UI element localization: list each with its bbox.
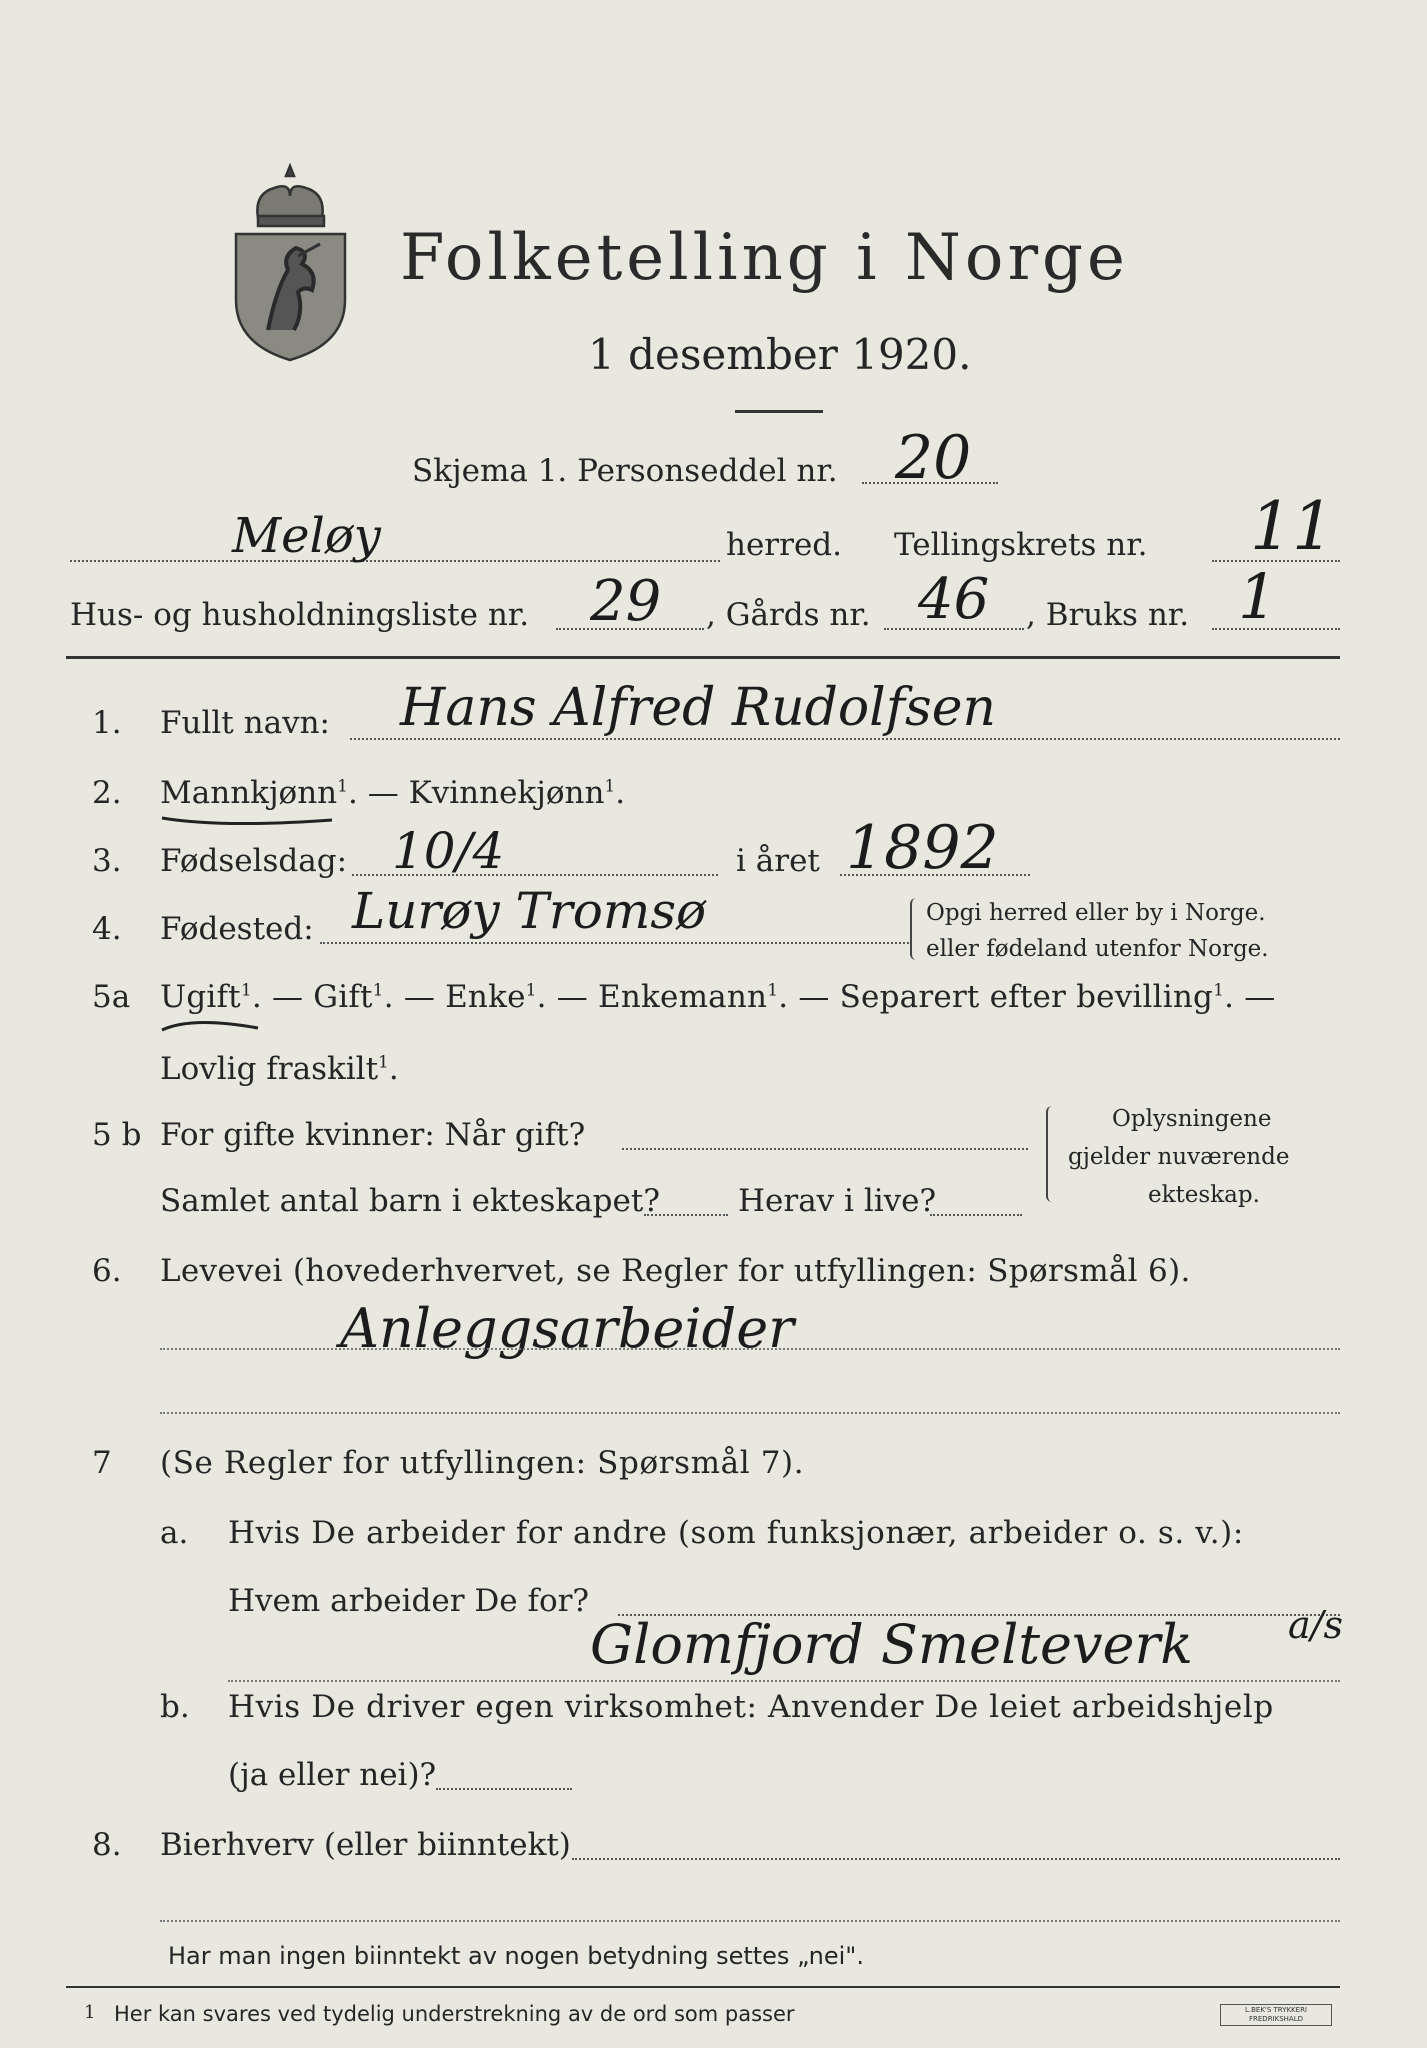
q1-line: [350, 738, 1340, 740]
q7a-who-label: Hvem arbeider De for?: [228, 1583, 590, 1619]
q6-line-2: [160, 1412, 1340, 1414]
q1-number: 1.: [92, 705, 122, 741]
q5b-note-1: Oplysningene: [1112, 1106, 1272, 1132]
q7b-number: b.: [160, 1689, 190, 1725]
gift-option[interactable]: Gift$^1$: [313, 979, 384, 1015]
husliste-value: 29: [590, 569, 662, 634]
form-title: Folketelling i Norge: [400, 221, 1129, 295]
q4-number: 4.: [92, 911, 122, 947]
tellingskrets-value: 11: [1250, 488, 1334, 565]
herred-value: Meløy: [232, 508, 381, 564]
enkemann-option[interactable]: Enkemann$^1$: [598, 979, 779, 1015]
q8-line-2: [160, 1920, 1340, 1922]
birthday-value: 10/4: [392, 822, 505, 880]
q4-brace: [910, 898, 922, 960]
mannkjonn-underline: [158, 808, 338, 830]
form-date: 1 desember 1920.: [588, 330, 972, 379]
ugift-option[interactable]: Ugift$^1$: [160, 979, 252, 1015]
q4-line: [320, 942, 912, 944]
q7-number: 7: [92, 1445, 112, 1481]
q5b-line: [622, 1148, 1028, 1150]
q3-label: Fødselsdag:: [160, 843, 348, 879]
fraskilt-option[interactable]: Lovlig fraskilt$^1$.: [160, 1051, 399, 1087]
live-label: Herav i live?: [738, 1183, 937, 1219]
barn-line: [644, 1214, 728, 1216]
coat-of-arms-icon: [228, 160, 353, 368]
q5a-number: 5a: [92, 979, 131, 1015]
title-divider: [735, 410, 823, 413]
birthplace-value: Lurøy Tromsø: [352, 882, 707, 940]
schema-label: Skjema 1. Personseddel nr.: [412, 453, 838, 489]
tellingskrets-label: Tellingskrets nr.: [894, 527, 1148, 563]
year-label: i året: [736, 843, 820, 879]
q5b-note-3: ekteskap.: [1148, 1182, 1260, 1208]
kvinnekjonn-option[interactable]: Kvinnekjønn$^1$: [408, 775, 616, 811]
q7a-number: a.: [160, 1515, 189, 1551]
q8-label: Bierhverv (eller biinntekt): [160, 1827, 571, 1863]
q3-number: 3.: [92, 843, 122, 879]
mannkjonn-option[interactable]: Mannkjønn$^1$: [160, 775, 348, 811]
husliste-label: Hus- og husholdningsliste nr.: [70, 597, 530, 633]
q4-note-2: eller fødeland utenfor Norge.: [926, 936, 1269, 962]
gards-value: 46: [918, 567, 990, 632]
barn-label: Samlet antal barn i ekteskapet?: [160, 1183, 660, 1219]
q5a-options: Ugift$^1$. — Gift$^1$. — Enke$^1$. — Enkemann$^1$. — Separert efter bevilling$^1$. —: [160, 979, 1276, 1015]
q6-number: 6.: [92, 1253, 122, 1289]
q5b-brace: [1046, 1106, 1058, 1202]
q7-label: (Se Regler for utfyllingen: Spørsmål 7).: [160, 1445, 805, 1481]
q8-line-1: [572, 1858, 1340, 1860]
personseddel-nr-value: 20: [895, 423, 972, 493]
employer-suffix: a/s: [1288, 1603, 1343, 1647]
separert-option[interactable]: Separert efter bevilling$^1$: [839, 979, 1225, 1015]
q5b-label: For gifte kvinner: Når gift?: [160, 1117, 586, 1153]
q7b-label-2: (ja eller nei)?: [228, 1757, 437, 1793]
q8-number: 8.: [92, 1827, 122, 1863]
gards-label: , Gårds nr.: [706, 597, 871, 633]
q4-note-1: Opgi herred eller by i Norge.: [926, 900, 1266, 926]
q7b-label: Hvis De driver egen virksomhet: Anvender De leiet arbeidshjelp: [228, 1689, 1274, 1725]
q2-options: Mannkjønn$^1$. — Kvinnekjønn$^1$.: [160, 775, 626, 811]
q1-label: Fullt navn:: [160, 705, 330, 741]
q6-label: Levevei (hovederhvervet, se Regler for utfyllingen: Spørsmål 6).: [160, 1253, 1191, 1289]
full-name-value: Hans Alfred Rudolfsen: [400, 678, 996, 738]
q7a-label: Hvis De arbeider for andre (som funksjonær, arbeider o. s. v.):: [228, 1515, 1244, 1551]
stamp-line-2: FREDRIKSHALD: [1248, 2015, 1303, 2023]
q5b-note-2: gjelder nuværende: [1068, 1144, 1290, 1170]
q4-label: Fødested:: [160, 911, 314, 947]
q7a-line-2: [228, 1680, 1340, 1682]
footer-divider: [66, 1986, 1340, 1988]
herred-label: herred.: [726, 527, 842, 563]
footnote-number: 1: [84, 2002, 96, 2023]
biinntekt-note: Har man ingen biinntekt av nogen betydning settes „nei".: [168, 1942, 864, 1970]
q5b-number: 5 b: [92, 1117, 142, 1153]
herred-line: [70, 560, 720, 562]
q6-line-1: [160, 1348, 1340, 1350]
birth-year-value: 1892: [846, 813, 999, 883]
header-divider: [66, 656, 1340, 659]
bruks-value: 1: [1238, 560, 1278, 633]
footnote-text: Her kan svares ved tydelig understrekning av de ord som passer: [114, 2002, 795, 2026]
q2-number: 2.: [92, 775, 122, 811]
printer-stamp: [1220, 2004, 1332, 2026]
employer-value: Glomfjord Smelteverk: [590, 1613, 1193, 1676]
q7b-line: [436, 1788, 572, 1790]
live-line: [930, 1214, 1022, 1216]
bleed-through-text: [560, 112, 568, 140]
enke-option[interactable]: Enke$^1$: [445, 979, 537, 1015]
stamp-line-1: L.BEK'S TRYKKERI: [1244, 2006, 1308, 2014]
occupation-value: Anleggsarbeider: [340, 1297, 794, 1360]
bruks-label: , Bruks nr.: [1026, 597, 1190, 633]
ugift-underline: [156, 1014, 266, 1038]
